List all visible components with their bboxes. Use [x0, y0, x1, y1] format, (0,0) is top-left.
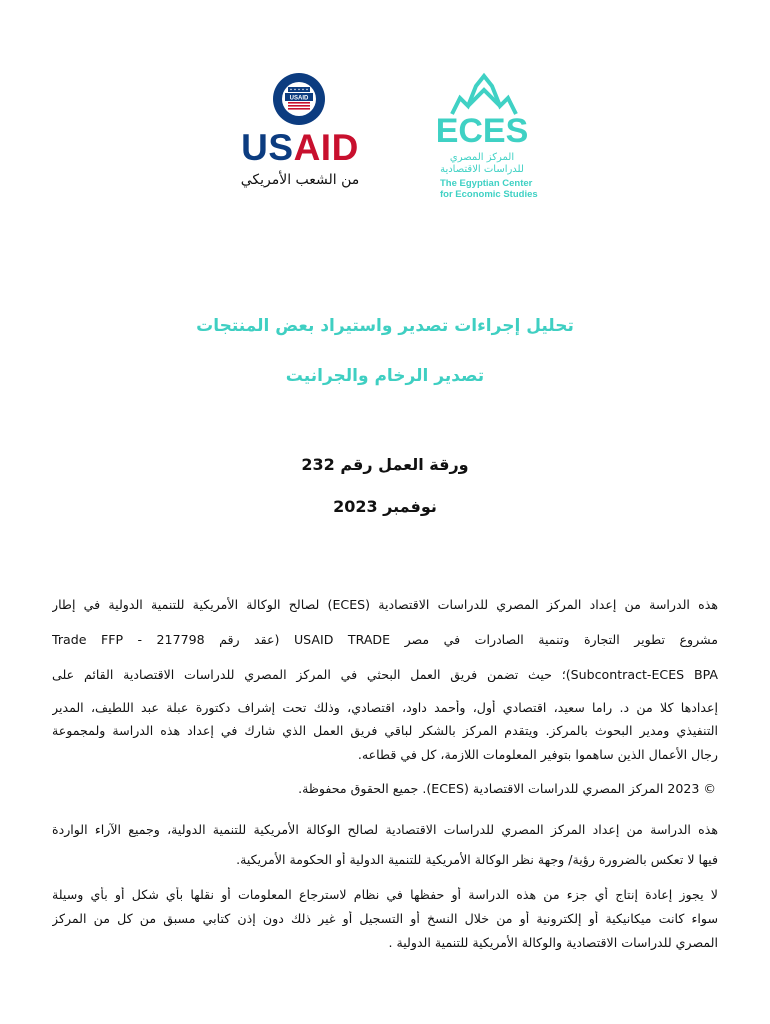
usaid-tagline: من الشعب الأمريكي — [240, 172, 360, 188]
paragraph-line: مشروع تطوير التجارة وتنمية الصادرات في مصر USAID TRADE (عقد رقم 217798 - Trade FFP — [52, 632, 718, 647]
paragraph-line: لا يجوز إعادة إنتاج أي جزء من هذه الدراسة أو حفظها في نظام لاسترجاع المعلومات أو نقلها بأي شكل أو بأي وسيلة — [52, 887, 718, 902]
eces-arabic-name-line2: للدراسات الاقتصادية — [440, 164, 524, 175]
eces-english-name-line1: The Egyptian Center — [440, 178, 533, 189]
eces-wordmark: ECES — [435, 112, 529, 150]
paragraph-line: التنفيذي ومدير البحوث بالمركز. ويتقدم المركز بالشكر لباقي فريق العمل الذي شارك في إعداد هذه الدراسة ولمجموعة — [52, 723, 718, 738]
usaid-seal-icon — [272, 72, 326, 126]
publication-date: نوفمبر 2023 — [333, 497, 437, 516]
usaid-logo — [232, 72, 368, 204]
document-subtitle: تصدير الرخام والجرانيت — [285, 366, 485, 386]
eces-arabic-name-line1: المركز المصري — [449, 152, 515, 163]
working-paper-number: ورقة العمل رقم 232 — [301, 455, 469, 474]
paragraph-line: هذه الدراسة من إعداد المركز المصري للدراسات الاقتصادية (ECES) لصالح الوكالة الأمريكية للتنمية الدولية في إطار — [52, 597, 718, 612]
eces-logo — [432, 72, 552, 202]
eces-english-name-line2: for Economic Studies — [440, 189, 538, 200]
usaid-wordmark-us: US — [241, 127, 294, 168]
paragraph-line: إعدادها كلا من د. راما سعيد، اقتصادي أول، وأحمد داود، اقتصادي، وذلك تحت إشراف دكتورة عبلة عبد اللطيف، المدير — [52, 700, 718, 715]
copyright-line: © 2023 المركز المصري للدراسات الاقتصادية (ECES). جميع الحقوق محفوظة. — [298, 781, 716, 796]
paragraph-line: المصري للدراسات الاقتصادية والوكالة الأمريكية للتنمية الدولية . — [388, 935, 718, 950]
paragraph-line: سواء كانت ميكانيكية أو إلكترونية أو من خلال النسخ أو التسجيل أو غير ذلك دون إذن كتابي مسبق من كل من المركز — [52, 911, 718, 926]
paragraph-line: فيها لا تعكس بالضرورة رؤية/ وجهة نظر الوكالة الأمريكية للتنمية الدولية أو الحكومة الأمريكية. — [236, 852, 718, 867]
paragraph-line: هذه الدراسة من إعداد المركز المصري للدراسات الاقتصادية لصالح الوكالة الأمريكية للتنمية الدولية، وجميع الآراء الواردة — [52, 822, 718, 837]
document-title: تحليل إجراءات تصدير واستيراد بعض المنتجات — [196, 316, 574, 336]
paragraph-line: رجال الأعمال الذين ساهموا بتوفير المعلومات اللازمة، كل في قطاعه. — [357, 747, 718, 762]
svg-text:USAID: USAID — [289, 95, 309, 102]
usaid-wordmark — [232, 128, 368, 168]
usaid-wordmark-aid: AID — [293, 127, 359, 168]
paragraph-line: Subcontract-ECES BPA)؛ حيث تضمن فريق العمل البحثي في المركز المصري للدراسات الاقتصادية القائم على — [52, 667, 718, 682]
